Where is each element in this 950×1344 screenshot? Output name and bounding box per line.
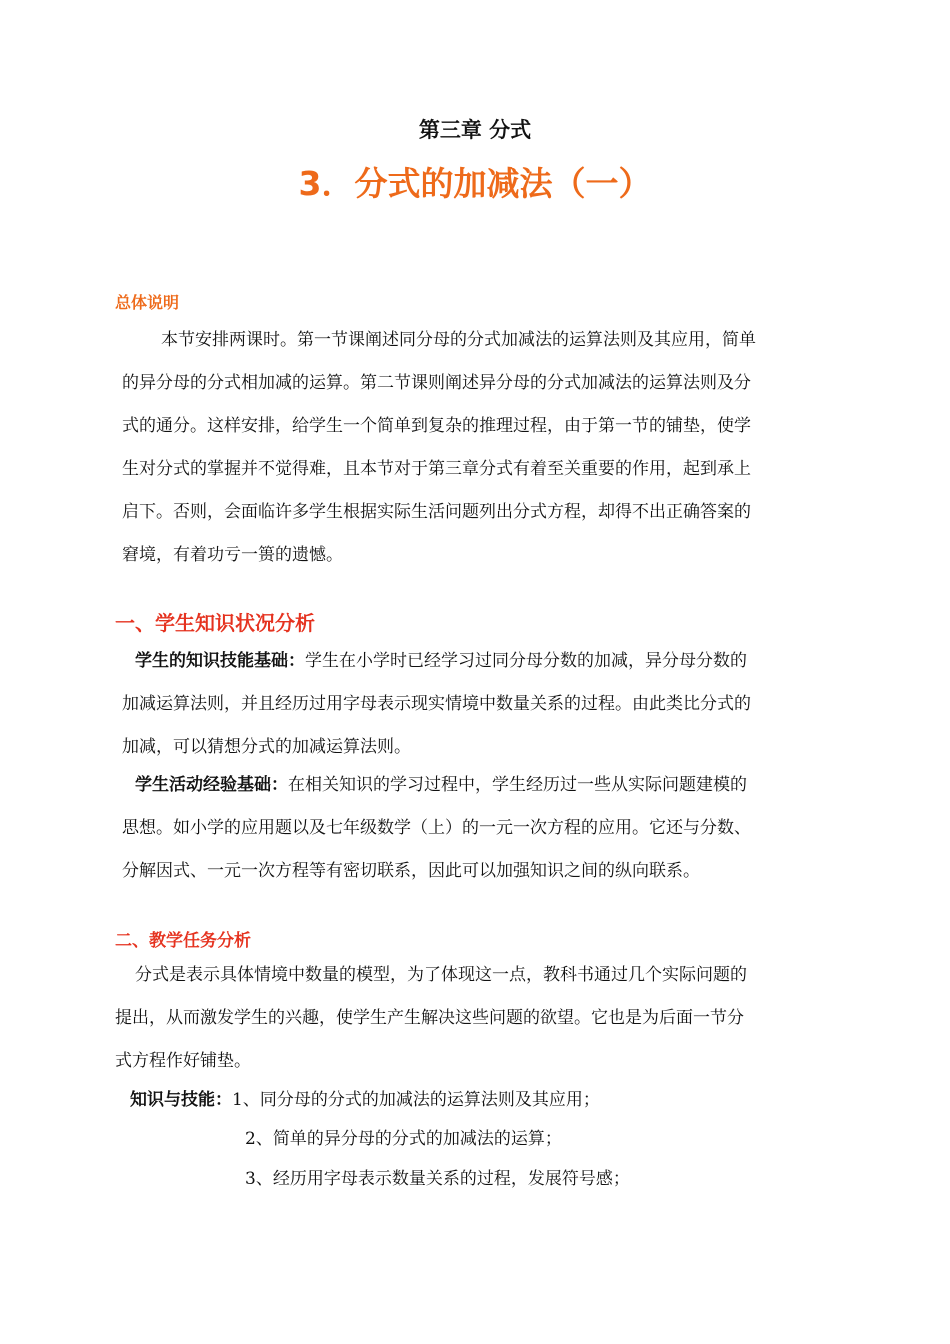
overview-line: 的异分母的分式相加减的运算。第二节课则阐述异分母的分式加减法的运算法则及分	[122, 373, 751, 393]
knowledge-paragraph-first-line	[135, 650, 747, 672]
experience-line: 思想。如小学的应用题以及七年级数学（上）的一元一次方程的应用。它还与分数、	[122, 818, 751, 838]
knowledge-label: 学生的知识技能基础：	[135, 651, 305, 671]
overview-line: 本节安排两课时。第一节课阐述同分母的分式加减法的运算法则及其应用，简单	[161, 330, 756, 350]
overview-line: 启下。否则，会面临许多学生根据实际生活问题列出分式方程，却得不出正确答案的	[122, 502, 751, 522]
section2-line: 式方程作好铺垫。	[115, 1051, 251, 1071]
section2-heading: 二、教学任务分析	[115, 931, 251, 951]
experience-paragraph-first-line	[135, 774, 747, 796]
knowledge-line: 加减，可以猜想分式的加减运算法则。	[122, 737, 411, 757]
skill-item: 1、同分母的分式的加减法的运算法则及其应用；	[232, 1090, 600, 1110]
knowledge-text: 学生在小学时已经学习过同分母分数的加减，异分母分数的	[305, 651, 747, 671]
section2-line: 提出，从而激发学生的兴趣，使学生产生解决这些问题的欲望。它也是为后面一节分	[115, 1008, 744, 1028]
skills-first-line	[130, 1089, 600, 1111]
experience-text: 在相关知识的学习过程中，学生经历过一些从实际问题建模的	[288, 775, 747, 795]
experience-label: 学生活动经验基础：	[135, 775, 288, 795]
overview-line: 生对分式的掌握并不觉得难，且本节对于第三章分式有着至关重要的作用，起到承上	[122, 459, 751, 479]
skill-item: 2、简单的异分母的分式的加减法的运算；	[245, 1129, 562, 1149]
overview-heading: 总体说明	[115, 293, 180, 312]
experience-line: 分解因式、一元一次方程等有密切联系，因此可以加强知识之间的纵向联系。	[122, 861, 700, 881]
overview-line: 式的通分。这样安排，给学生一个简单到复杂的推理过程，由于第一节的铺垫，使学	[122, 416, 751, 436]
section1-heading: 一、学生知识状况分析	[115, 611, 315, 635]
lesson-title: 3．分式的加减法（一）	[298, 164, 652, 203]
chapter-heading: 第三章 分式	[418, 118, 532, 142]
skills-label: 知识与技能：	[130, 1090, 232, 1110]
knowledge-line: 加减运算法则，并且经历过用字母表示现实情境中数量关系的过程。由此类比分式的	[122, 694, 751, 714]
overview-line: 窘境，有着功亏一篑的遗憾。	[122, 545, 343, 565]
skill-item: 3、经历用字母表示数量关系的过程，发展符号感；	[245, 1169, 630, 1189]
section2-line: 分式是表示具体情境中数量的模型，为了体现这一点，教科书通过几个实际问题的	[135, 965, 747, 985]
